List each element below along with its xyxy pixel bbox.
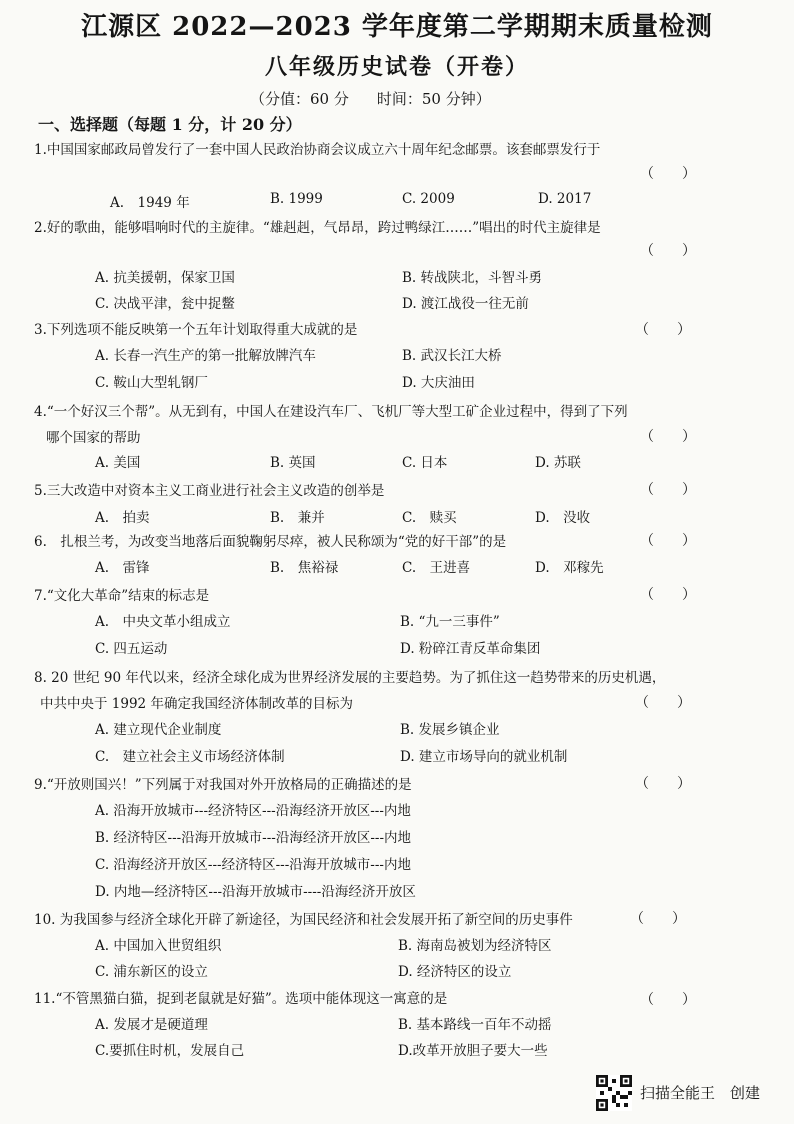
- question-4-option-b: B. 英国: [270, 455, 316, 471]
- question-8-option-b: B. 发展乡镇企业: [400, 722, 500, 738]
- question-4-stem: 4.“一个好汉三个帮”。从无到有，中国人在建设汽车厂、飞机厂等大型工矿企业过程中，得到了下列: [34, 404, 628, 420]
- question-3-option-b: B. 武汉长江大桥: [402, 348, 502, 364]
- question-3-option-a: A. 长春一汽生产的第一批解放牌汽车: [95, 348, 316, 364]
- question-1-option-a: A. 1949 年: [110, 195, 190, 211]
- question-6-option-a: A. 雷锋: [95, 560, 150, 576]
- question-11-option-c: C.要抓住时机，发展自己: [95, 1043, 245, 1059]
- question-11-stem: 11.“不管黑猫白猫，捉到老鼠就是好猫”。选项中能体现这一寓意的是: [34, 991, 448, 1007]
- scanner-watermark: 扫描全能王 创建: [640, 1084, 761, 1102]
- question-3-option-c: C. 鞍山大型轧钢厂: [95, 375, 208, 391]
- time-value: 时间：50 分钟）: [376, 90, 491, 108]
- question-3-answer-blank: （ ）: [635, 322, 691, 338]
- question-4-answer-blank: （ ）: [640, 429, 696, 445]
- question-2-stem: 2.好的歌曲，能够唱响时代的主旋律。“雄赳赳，气昂昂，跨过鸭绿江……”唱出的时代主旋律是: [34, 220, 601, 236]
- score-value: （分值：60 分: [250, 90, 349, 108]
- question-1-option-b: B. 1999: [270, 191, 323, 207]
- section-heading: 一、选择题（每题 1 分，计 20 分）: [38, 115, 302, 134]
- question-4-option-a: A. 美国: [95, 455, 141, 471]
- question-10-answer-blank: （ ）: [630, 911, 686, 927]
- question-11-option-b: B. 基本路线一百年不动摇: [398, 1017, 552, 1033]
- question-3-option-d: D. 大庆油田: [402, 375, 475, 391]
- question-10-option-b: B. 海南岛被划为经济特区: [398, 938, 552, 954]
- question-9-answer-blank: （ ）: [635, 776, 691, 792]
- question-5-stem: 5.三大改造中对资本主义工商业进行社会主义改造的创举是: [34, 483, 385, 499]
- question-5-option-b: B. 兼并: [270, 510, 325, 526]
- question-6-answer-blank: （ ）: [640, 533, 696, 549]
- question-2-option-c: C. 决战平津，瓮中捉鳖: [95, 296, 235, 312]
- question-6-option-c: C. 王进喜: [402, 560, 471, 576]
- question-2-answer-blank: （ ）: [640, 243, 696, 259]
- question-5-option-c: C. 赎买: [402, 510, 457, 526]
- question-8-stem-continued: 中共中央于 1992 年确定我国经济体制改革的目标为: [40, 696, 353, 712]
- question-8-stem: 8. 20 世纪 90 年代以来，经济全球化成为世界经济发展的主要趋势。为了抓住这一趋势带来的历史机遇，: [34, 670, 666, 686]
- question-10-option-c: C. 浦东新区的设立: [95, 964, 208, 980]
- exam-subtitle: 八年级历史试卷（开卷）: [264, 54, 529, 80]
- qr-code-icon: [596, 1075, 632, 1111]
- question-2-option-d: D. 渡江战役一往无前: [402, 296, 529, 312]
- question-7-option-d: D. 粉碎江青反革命集团: [400, 641, 541, 657]
- question-2-option-a: A. 抗美援朝，保家卫国: [95, 270, 235, 286]
- question-8-option-a: A. 建立现代企业制度: [95, 722, 222, 738]
- exam-title: 江源区 2022—2023 学年度第二学期期末质量检测: [81, 12, 713, 42]
- question-1-answer-blank: （ ）: [640, 166, 696, 182]
- question-3-stem: 3.下列选项不能反映第一个五年计划取得重大成就的是: [34, 322, 358, 338]
- question-9-stem: 9.“开放则国兴！”下列属于对我国对外开放格局的正确描述的是: [34, 777, 412, 793]
- question-7-option-b: B. “九一三事件”: [400, 614, 500, 630]
- question-8-answer-blank: （ ）: [635, 695, 691, 711]
- question-5-option-a: A. 拍卖: [95, 510, 150, 526]
- score-time-line: [250, 88, 491, 109]
- question-6-option-d: D. 邓稼先: [535, 560, 604, 576]
- question-7-option-c: C. 四五运动: [95, 641, 168, 657]
- question-5-answer-blank: （ ）: [640, 482, 696, 498]
- question-10-option-a: A. 中国加入世贸组织: [95, 938, 222, 954]
- question-10-stem: 10. 为我国参与经济全球化开辟了新途径，为国民经济和社会发展开拓了新空间的历史事件: [34, 912, 573, 928]
- question-7-answer-blank: （ ）: [640, 587, 696, 603]
- question-8-option-d: D. 建立市场导向的就业机制: [400, 749, 568, 765]
- question-9-option-a: A. 沿海开放城市---经济特区---沿海经济开放区---内地: [95, 803, 411, 819]
- question-6-option-b: B. 焦裕禄: [270, 560, 339, 576]
- question-1-option-c: C. 2009: [402, 191, 455, 207]
- question-5-option-d: D. 没收: [535, 510, 591, 526]
- question-11-answer-blank: （ ）: [640, 992, 696, 1008]
- question-2-option-b: B. 转战陕北，斗智斗勇: [402, 270, 543, 286]
- question-9-option-c: C. 沿海经济开放区---经济特区---沿海开放城市---内地: [95, 857, 411, 873]
- question-7-option-a: A. 中央文革小组成立: [95, 614, 231, 630]
- question-1-stem: 1.中国国家邮政局曾发行了一套中国人民政治协商会议成立六十周年纪念邮票。该套邮票发行于: [34, 142, 601, 158]
- question-4-option-c: C. 日本: [402, 455, 448, 471]
- question-11-option-a: A. 发展才是硬道理: [95, 1017, 208, 1033]
- question-11-option-d: D.改革开放胆子要大一些: [398, 1043, 548, 1059]
- question-1-option-d: D. 2017: [538, 191, 592, 207]
- question-7-stem: 7.“文化大革命”结束的标志是: [34, 588, 210, 604]
- question-8-option-c: C. 建立社会主义市场经济体制: [95, 749, 285, 765]
- question-10-option-d: D. 经济特区的设立: [398, 964, 512, 980]
- question-6-stem: 6. 扎根兰考，为改变当地落后面貌鞠躬尽瘁，被人民称颂为“党的好干部”的是: [34, 534, 507, 550]
- question-9-option-b: B. 经济特区---沿海开放城市---沿海经济开放区---内地: [95, 830, 412, 846]
- question-9-option-d: D. 内地—经济特区---沿海开放城市----沿海经济开放区: [95, 884, 416, 900]
- question-4-option-d: D. 苏联: [535, 455, 581, 471]
- question-4-stem-continued: 哪个国家的帮助: [46, 430, 141, 446]
